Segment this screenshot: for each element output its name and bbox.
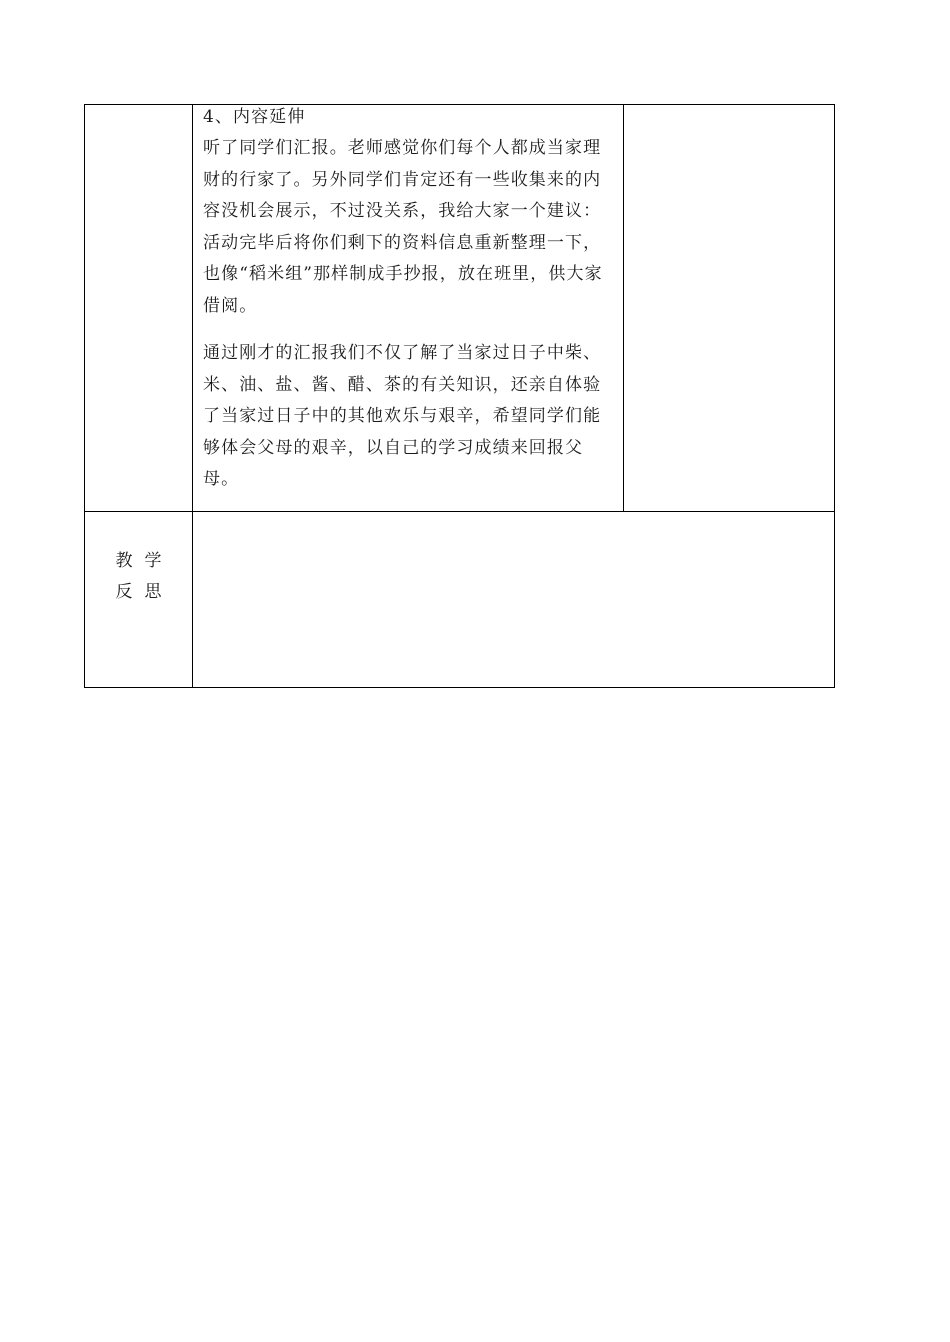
reflection-label-cell — [85, 512, 193, 688]
reflection-content-cell — [193, 512, 835, 688]
reflection-label-line2: 反思 — [115, 582, 174, 602]
section-heading: 4、内容延伸 — [203, 107, 306, 127]
content-cell — [193, 105, 624, 512]
left-empty-cell — [85, 105, 193, 512]
lesson-plan-table — [84, 104, 835, 688]
notes-cell — [624, 105, 835, 512]
paragraph-summary: 通过刚才的汇报我们不仅了解了当家过日子中柴、米、油、盐、酱、醋、茶的有关知识，还亲自体验了当家过日子中的其他欢乐与艰辛，希望同学们能够体会父母的艰辛，以自己的学习成绩来回报父母。 — [203, 343, 602, 489]
paragraph-extension: 听了同学们汇报。老师感觉你们每个人都成当家理财的行家了。另外同学们肯定还有一些收集来的内容没机会展示，不过没关系，我给大家一个建议：活动完毕后将你们剩下的资料信息重新整理一下，也像“稻米组”那样制成手抄报，放在班里，供大家借阅。 — [203, 138, 603, 316]
reflection-label-line1: 教学 — [115, 551, 174, 571]
content-row — [85, 105, 835, 512]
reflection-row — [85, 512, 835, 688]
